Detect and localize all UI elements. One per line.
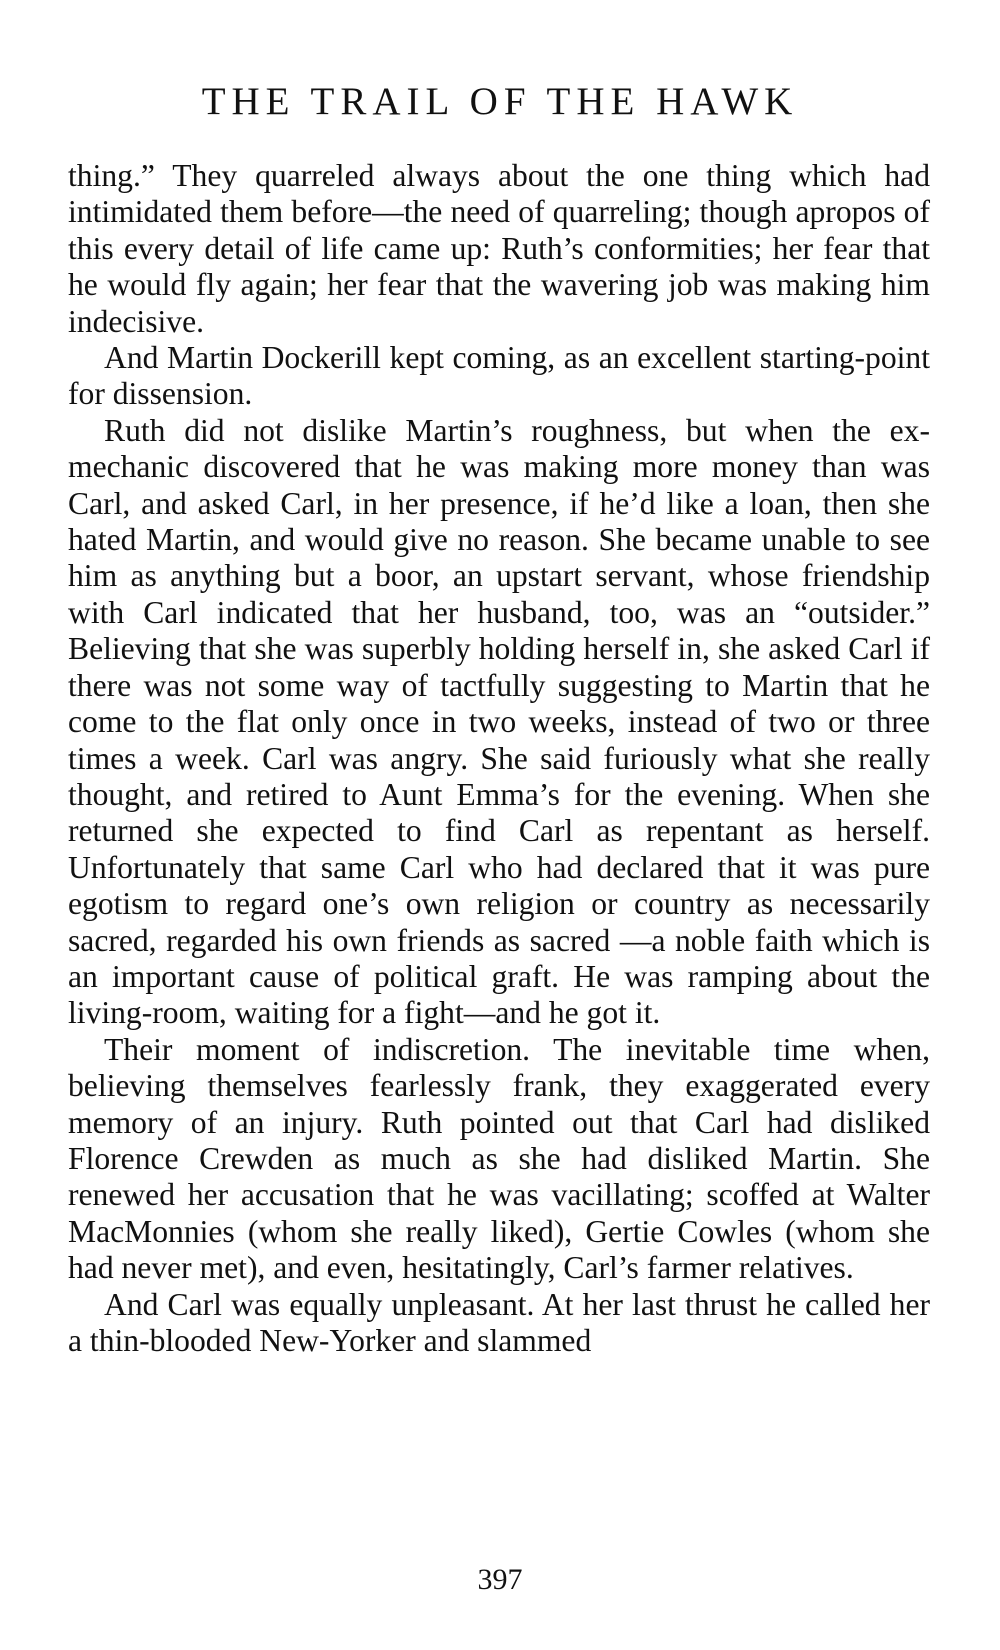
paragraph: Their moment of indiscretion. The inevitable time when, believing themselves fearlessly frank, they exaggerated every memory of an injury. Ruth pointed out that Carl had disliked Florence Crewden as much as she had disliked Martin. She renewed her accusation that he was vacillating; scoffed at Walter MacMonnies (whom she really liked), Gertie Cowles (whom she had never met), and even, hesitatingly, Carl’s farmer relatives. bbox=[68, 1031, 930, 1286]
paragraph: And Martin Dockerill kept coming, as an excellent starting-point for dissension. bbox=[68, 340, 930, 412]
paragraph-continued: thing.” They quarreled always about the one thing which had intimidated them before—the need of quarreling; though apropos of this every detail of life came up: Ruth’s conformities; her fear that he would fly again; her fear that the wavering job was making him indecisive. bbox=[68, 158, 930, 339]
paragraph: Ruth did not dislike Martin’s roughness, but when the ex-mechanic discovered that he was making more money than was Carl, and asked Carl, in her presence, if he’d like a loan, then she hated Martin, and would give no reason. She became unable to see him as anything but a boor, an upstart servant, whose friendship with Carl indicated that her husband, too, was an “outsider.” Believing that she was superbly holding herself in, she asked Carl if there was not some way of tactfully suggesting to Martin that he come to the flat only once in two weeks, instead of two or three times a week. Carl was angry. She said furiously what she really thought, and retired to Aunt Emma’s for the evening. When she returned she expected to find Carl as repentant as herself. Unfortunately that same Carl who had declared that it was pure egotism to regard one’s own religion or country as necessarily sacred, regarded his own friends as sacred —a noble faith which is an important cause of political graft. He was ramping about the living-room, waiting for a fight—and he got it. bbox=[68, 412, 930, 1031]
page-number: 397 bbox=[477, 1563, 523, 1596]
running-head: THE TRAIL OF THE HAWK bbox=[201, 80, 799, 123]
paragraph: And Carl was equally unpleasant. At her last thrust he called her a thin-blooded New-Yorker and slammed bbox=[68, 1286, 930, 1358]
body-text bbox=[68, 158, 930, 1359]
